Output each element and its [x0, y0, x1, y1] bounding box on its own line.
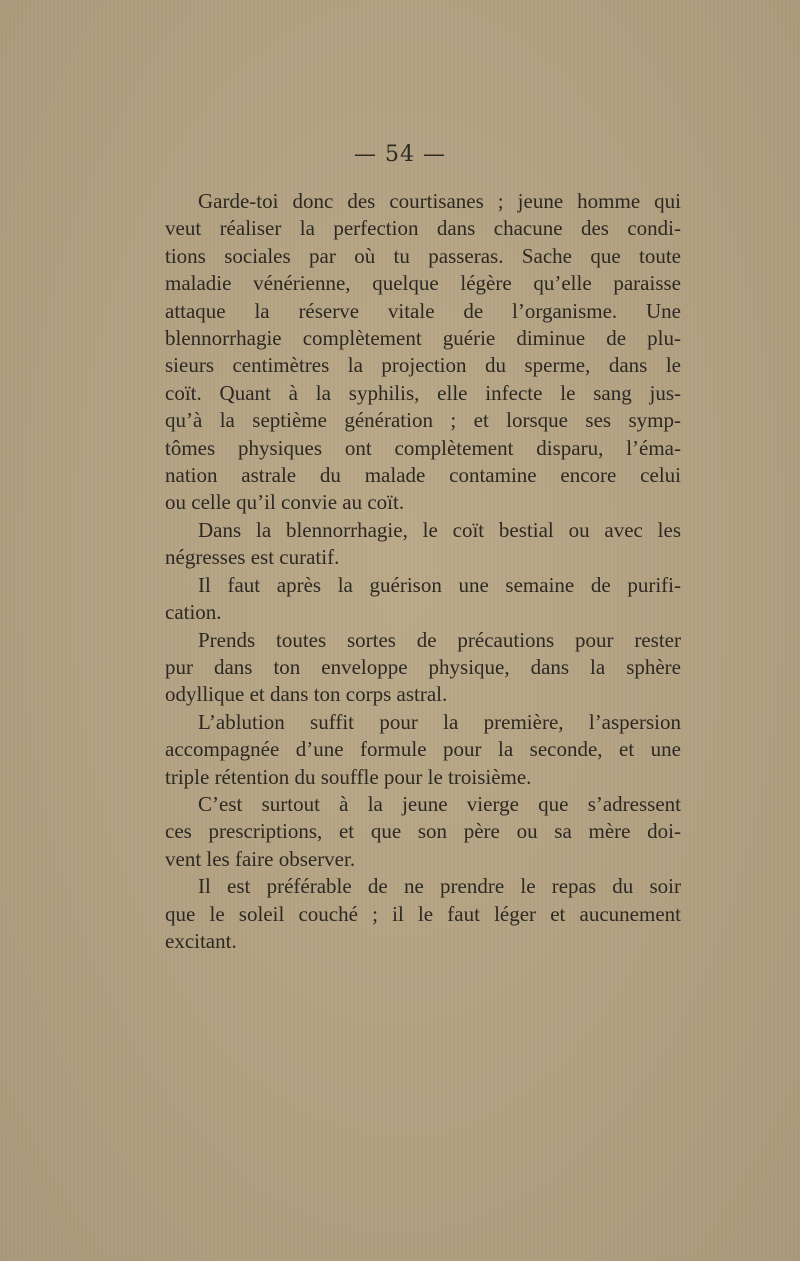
text-line: Il faut après la guérison une semaine de purifi-: [198, 572, 681, 597]
text-line: Dans la blennorrhagie, le coït bestial ou avec les: [198, 517, 681, 542]
text-line: veut réaliser la perfection dans chacune des condi-: [165, 216, 681, 241]
text-line: pur dans ton enveloppe physique, dans la sphère: [165, 654, 681, 679]
text-line: odyllique et dans ton corps astral.: [165, 682, 448, 707]
text-line: accompagnée d’une formule pour la seconde, et une: [165, 737, 681, 762]
text-line: Prends toutes sortes de précautions pour rester: [198, 627, 681, 652]
text-line: maladie vénérienne, quelque légère qu’elle paraisse: [165, 271, 681, 296]
paragraph: [165, 709, 681, 791]
text-line: tions sociales par où tu passeras. Sache que toute: [165, 243, 681, 268]
text-line: Il est préférable de ne prendre le repas du soir: [198, 874, 681, 899]
text-line: tômes physiques ont complètement disparu, l’éma-: [165, 435, 681, 460]
text-line: C’est surtout à la jeune vierge que s’adressent: [198, 791, 681, 816]
page-number: — 54 —: [354, 142, 446, 167]
paragraph: [165, 517, 681, 572]
paragraph: [165, 627, 681, 709]
text-line: ou celle qu’il convie au coït.: [165, 490, 405, 515]
text-line: cation.: [165, 600, 222, 625]
text-line: blennorrhagie complètement guérie diminue de plu-: [165, 326, 681, 351]
text-line: nation astrale du malade contamine encore celui: [165, 463, 681, 488]
body-text: [165, 188, 681, 955]
text-line: qu’à la septième génération ; et lorsque ses symp-: [165, 408, 681, 433]
paragraph: [165, 572, 681, 627]
text-line: L’ablution suffit pour la première, l’aspersion: [198, 709, 681, 734]
text-line: ces prescriptions, et que son père ou sa mère doi-: [165, 819, 681, 844]
text-line: sieurs centimètres la projection du sperme, dans le: [165, 353, 681, 378]
paragraph: [165, 873, 681, 955]
text-line: négresses est curatif.: [165, 545, 340, 570]
text-line: vent les faire observer.: [165, 846, 356, 871]
paragraph: [165, 188, 681, 517]
text-line: excitant.: [165, 928, 237, 953]
paragraph: [165, 791, 681, 873]
text-line: attaque la réserve vitale de l’organisme. Une: [165, 298, 681, 323]
text-line: coït. Quant à la syphilis, elle infecte le sang jus-: [165, 380, 681, 405]
text-line: triple rétention du souffle pour le troisième.: [165, 764, 532, 789]
text-line: Garde-toi donc des courtisanes ; jeune homme qui: [198, 189, 681, 213]
text-line: que le soleil couché ; il le faut léger et aucunement: [165, 901, 681, 926]
